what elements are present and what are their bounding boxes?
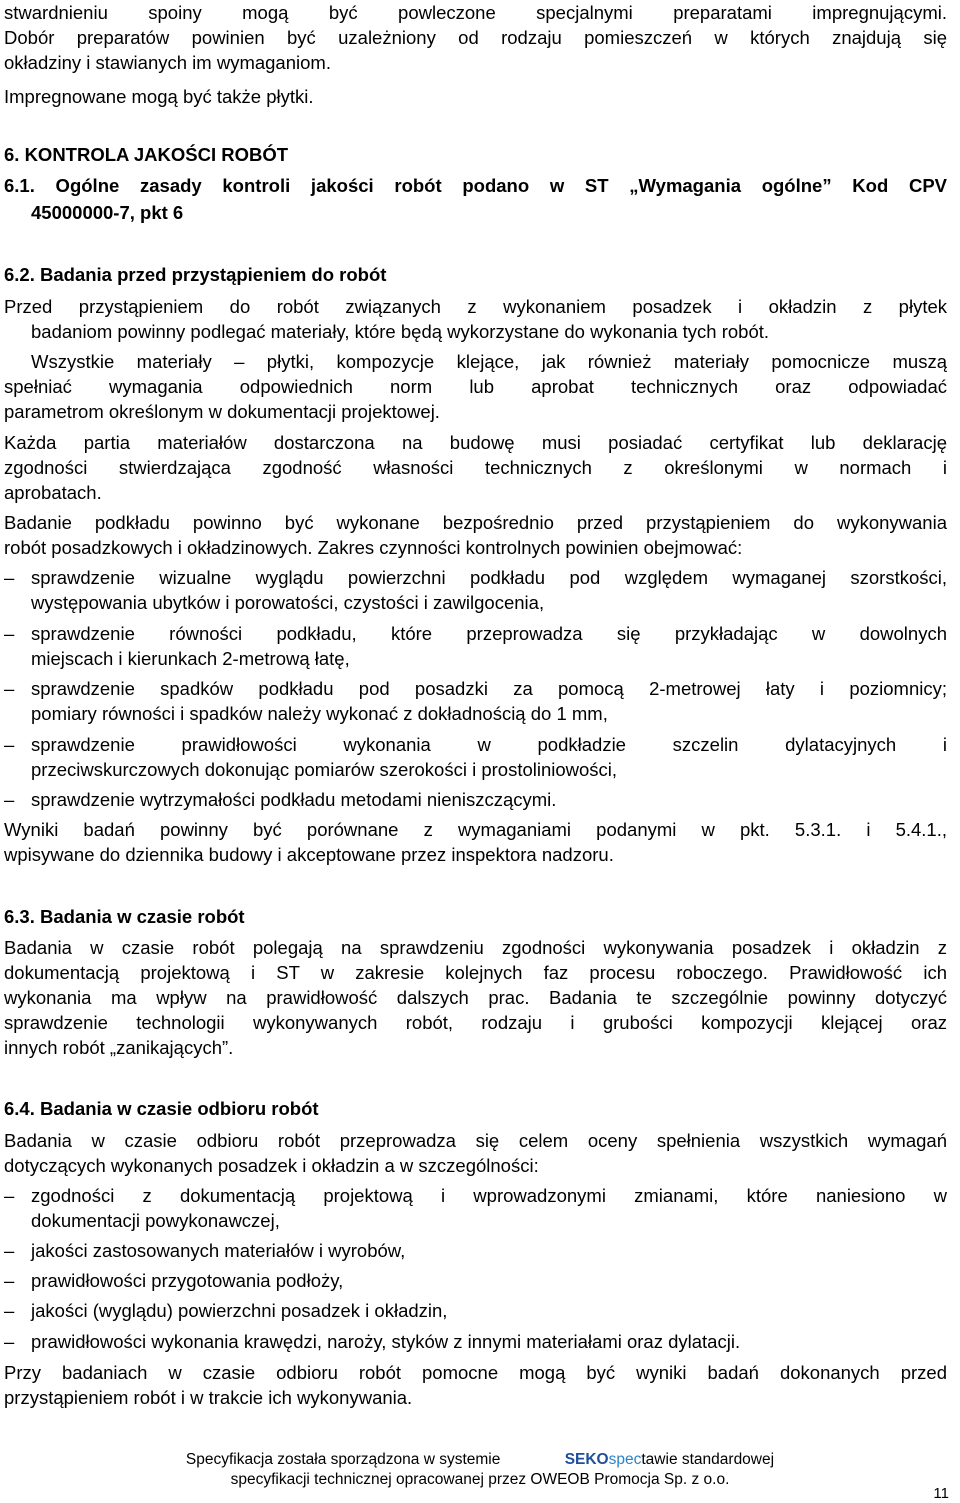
text-line: stwardnieniu spoiny mogą być powleczone specjalnymi preparatami impregnującymi. xyxy=(4,2,947,23)
list-item-line: miejscach i kierunkach 2-metrową łatę, xyxy=(31,648,350,669)
paragraph-line: robót posadzkowych i okładzinowych. Zakres czynności kontrolnych powinien obejmować: xyxy=(4,537,743,558)
list-item xyxy=(4,1329,947,1354)
footer-line: specyfikacji technicznej opracowanej przez OWEOB Promocja Sp. z o.o. xyxy=(230,1471,730,1488)
list-item-line: sprawdzenie spadków podkładu pod posadzki za pomocą 2-metrowej łaty i poziomnicy; xyxy=(31,678,947,699)
list-item-line: przeciwskurczowych dokonując pomiarów szerokości i prostoliniowości, xyxy=(31,759,618,780)
list-item-line: prawidłowości przygotowania podłoży, xyxy=(31,1270,344,1291)
paragraph-line: spełniać wymagania odpowiednich norm lub aprobat technicznych oraz odpowiadać xyxy=(4,376,947,397)
paragraph-line: Badania w czasie odbioru robót przeprowadza się celem oceny spełnienia wszystkich wymagań xyxy=(4,1130,947,1151)
paragraph-line: badaniom powinny podlegać materiały, które będą wykorzystane do wykonania tych robót. xyxy=(31,321,770,342)
list-item xyxy=(4,565,947,615)
list-item-line: sprawdzenie wizualne wyglądu powierzchni podkładu pod względem wymaganej szorstkości, xyxy=(31,567,947,588)
paragraph-line: dokumentacją projektową i ST w zakresie kolejnych faz procesu roboczego. Prawidłowość ich xyxy=(4,962,947,983)
subsection-heading: 6.4. Badania w czasie odbioru robót xyxy=(4,1098,319,1119)
list-item xyxy=(4,732,947,782)
list-item-line: dokumentacji powykonawczej, xyxy=(31,1210,280,1231)
list-item xyxy=(4,676,947,726)
list-item-line: sprawdzenie prawidłowości wykonania w podkładzie szczelin dylatacyjnych i xyxy=(31,734,947,755)
list-item xyxy=(4,787,947,812)
paragraph-line: dotyczących wykonanych posadzek i okładzin a w szczególności: xyxy=(4,1155,539,1176)
paragraph-line: wpisywane do dziennika budowy i akceptowane przez inspektora nadzoru. xyxy=(4,844,614,865)
paragraph-line: Badanie podkładu powinno być wykonane bezpośrednio przed przystąpieniem do wykonywania xyxy=(4,512,947,533)
list-item-line: pomiary równości i spadków należy wykonać z dokładnością do 1 mm, xyxy=(31,703,608,724)
list-dash: – xyxy=(4,567,15,588)
list-dash: – xyxy=(4,623,15,644)
subsection-heading-cont: 45000000-7, pkt 6 xyxy=(31,202,184,223)
paragraph-line: Badania w czasie robót polegają na sprawdzeniu zgodności wykonywania posadzek i okładzin z xyxy=(4,937,947,958)
paragraph-line: Wszystkie materiały – płytki, kompozycje klejące, jak również materiały pomocnicze muszą xyxy=(31,351,947,372)
list-item xyxy=(4,621,947,671)
paragraph-line: Przy badaniach w czasie odbioru robót pomocne mogą być wyniki badań dokonanych przed xyxy=(4,1362,947,1383)
paragraph-line: parametrom określonym w dokumentacji projektowej. xyxy=(4,401,440,422)
section-heading: 6. KONTROLA JAKOŚCI ROBÓT xyxy=(4,144,289,165)
subsection-heading: 6.1. Ogólne zasady kontroli jakości robót podano w ST „Wymagania ogólne” Kod CPV xyxy=(4,175,947,196)
list-dash: – xyxy=(4,1300,15,1321)
text-line: okładziny i stawianych im wymaganiom. xyxy=(4,52,331,73)
paragraph-line: aprobatach. xyxy=(4,482,102,503)
footer-text: Specyfikacja została sporządzona w systemie xyxy=(185,1451,501,1468)
list-dash: – xyxy=(4,789,15,810)
list-dash: – xyxy=(4,678,15,699)
page-number: 11 xyxy=(933,1485,949,1502)
paragraph-line: innych robót „zanikających”. xyxy=(4,1037,234,1058)
list-dash: – xyxy=(4,734,15,755)
list-item-line: zgodności z dokumentacją projektową i wprowadzonymi zmianami, które naniesiono w xyxy=(31,1185,947,1206)
list-item-line: występowania ubytków i porowatości, czystości i zawilgocenia, xyxy=(31,592,545,613)
paragraph-line: sprawdzenie technologii wykonywanych robót, rodzaju i grubości kompozycji klejącej oraz xyxy=(4,1012,947,1033)
list-dash: – xyxy=(4,1240,15,1261)
paragraph-line: Przed przystąpieniem do robót związanych z wykonaniem posadzek i okładzin z płytek xyxy=(4,296,947,317)
list-item xyxy=(4,1298,947,1323)
list-dash: – xyxy=(4,1270,15,1291)
text-line: Dobór preparatów powinien być uzależniony od rodzaju pomieszczeń w których znajdują się xyxy=(4,27,947,48)
footer-line xyxy=(0,1450,960,1470)
brand-seko: SEKO xyxy=(564,1451,609,1468)
list-item-line: sprawdzenie równości podkładu, które przeprowadza się przykładając w dowolnych xyxy=(31,623,947,644)
paragraph-line: Wyniki badań powinny być porównane z wymaganiami podanymi w pkt. 5.3.1. i 5.4.1., xyxy=(4,819,947,840)
list-dash: – xyxy=(4,1331,15,1352)
list-item-line: sprawdzenie wytrzymałości podkładu metodami nieniszczącymi. xyxy=(31,789,557,810)
paragraph-line: przystąpieniem robót i w trakcie ich wykonywania. xyxy=(4,1387,413,1408)
list-item xyxy=(4,1238,947,1263)
brand-rest: tawie standardowej xyxy=(641,1451,775,1468)
paragraph-line: zgodności stwierdzająca zgodność własności technicznych z określonymi w normach i xyxy=(4,457,947,478)
list-item-line: jakości (wyglądu) powierzchni posadzek i okładzin, xyxy=(31,1300,448,1321)
list-item-line: prawidłowości wykonania krawędzi, naroży, styków z innymi materiałami oraz dylatacji. xyxy=(31,1331,741,1352)
text-line: Impregnowane mogą być także płytki. xyxy=(4,86,314,107)
subsection-heading: 6.2. Badania przed przystąpieniem do robót xyxy=(4,264,387,285)
list-item-line: jakości zastosowanych materiałów i wyrobów, xyxy=(31,1240,406,1261)
brand-spec: spec xyxy=(608,1451,642,1468)
paragraph-line: wykonania ma wpływ na prawidłowość dalszych prac. Badania te szczególnie powinny dotyczyć xyxy=(4,987,947,1008)
subsection-heading: 6.3. Badania w czasie robót xyxy=(4,906,245,927)
list-item xyxy=(4,1268,947,1293)
list-item xyxy=(4,1183,947,1233)
paragraph-line: Każda partia materiałów dostarczona na budowę musi posiadać certyfikat lub deklarację xyxy=(4,432,947,453)
list-dash: – xyxy=(4,1185,15,1206)
